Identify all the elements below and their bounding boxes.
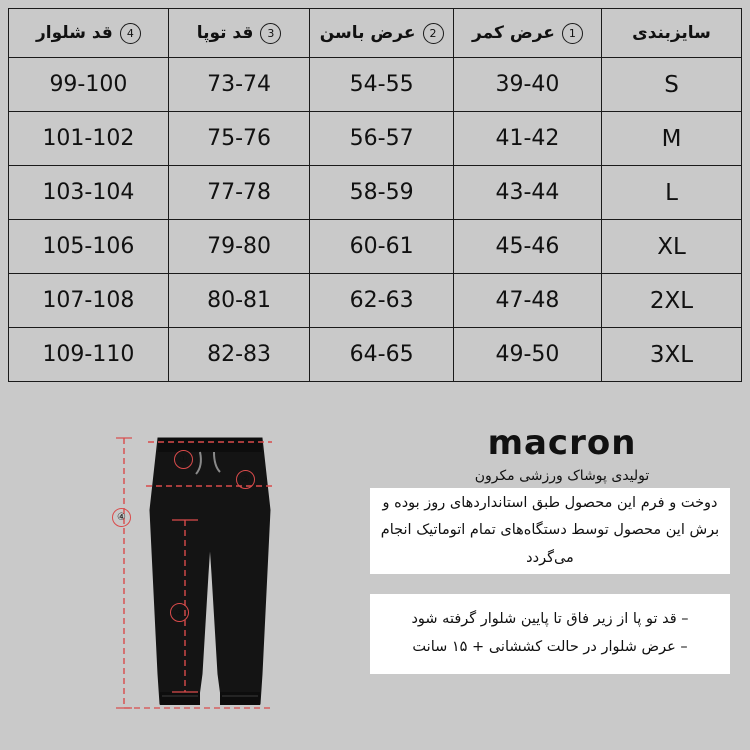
size-chart-table-wrapper bbox=[8, 8, 742, 382]
cell-hip: 62-63 bbox=[310, 274, 454, 328]
pants-diagram bbox=[100, 424, 320, 734]
cell-inseam: 73-74 bbox=[168, 58, 309, 112]
cell-waist: 39-40 bbox=[453, 58, 601, 112]
cell-length: 107-108 bbox=[9, 274, 169, 328]
cell-size: L bbox=[602, 166, 742, 220]
quality-note-panel bbox=[370, 488, 730, 574]
column-header-hip bbox=[310, 9, 454, 58]
cell-hip: 60-61 bbox=[310, 220, 454, 274]
brand-subtitle: تولیدی پوشاک ورزشی مکرون bbox=[474, 468, 650, 484]
cell-inseam: 77-78 bbox=[168, 166, 309, 220]
brand-logo-text: macron bbox=[487, 423, 637, 463]
column-header-size bbox=[602, 9, 742, 58]
column-header-hip-label: عرض باسن bbox=[319, 23, 416, 43]
brand-block bbox=[412, 423, 712, 484]
cell-inseam: 82-83 bbox=[168, 328, 309, 382]
circled-number-1-icon: 1 bbox=[562, 23, 583, 44]
cell-length: 109-110 bbox=[9, 328, 169, 382]
cell-hip: 58-59 bbox=[310, 166, 454, 220]
cell-hip: 64-65 bbox=[310, 328, 454, 382]
table-row bbox=[9, 112, 742, 166]
measurement-note-line-2: – عرض شلوار در حالت کششانی + ۱۵ سانت bbox=[412, 639, 688, 655]
cell-waist: 49-50 bbox=[453, 328, 601, 382]
cell-inseam: 79-80 bbox=[168, 220, 309, 274]
cell-inseam: 75-76 bbox=[168, 112, 309, 166]
table-row bbox=[9, 328, 742, 382]
diagram-mark-1: ① bbox=[174, 450, 193, 469]
cell-length: 99-100 bbox=[9, 58, 169, 112]
cell-size: S bbox=[602, 58, 742, 112]
table-row bbox=[9, 220, 742, 274]
circled-number-2-icon: 2 bbox=[423, 23, 444, 44]
circled-number-4-icon: 4 bbox=[120, 23, 141, 44]
size-chart-table bbox=[8, 8, 742, 382]
table-body bbox=[9, 58, 742, 382]
column-header-length-label: قد شلوار bbox=[36, 23, 113, 43]
column-header-size-label: سایزبندی bbox=[632, 23, 711, 43]
measurement-notes-panel bbox=[370, 594, 730, 674]
measurement-note-line-1: – قد تو پا از زیر فاق تا پایین شلوار گرفته شود bbox=[411, 611, 689, 628]
cell-size: XL bbox=[602, 220, 742, 274]
diagram-mark-2: ② bbox=[236, 470, 255, 489]
column-header-waist-label: عرض کمر bbox=[472, 23, 555, 43]
cell-inseam: 80-81 bbox=[168, 274, 309, 328]
quality-note-text: دوخت و فرم این محصول طبق استانداردهای روز بوده و برش این محصول توسط دستگاه‌های تمام اتوماتیک انجام می‌گردد bbox=[380, 494, 720, 566]
table-header-row bbox=[9, 9, 742, 58]
cell-size: M bbox=[602, 112, 742, 166]
table-header bbox=[9, 9, 742, 58]
column-header-length bbox=[9, 9, 169, 58]
circled-number-3-icon: 3 bbox=[260, 23, 281, 44]
cell-waist: 41-42 bbox=[453, 112, 601, 166]
cell-hip: 56-57 bbox=[310, 112, 454, 166]
cell-length: 101-102 bbox=[9, 112, 169, 166]
cell-waist: 47-48 bbox=[453, 274, 601, 328]
column-header-inseam bbox=[168, 9, 309, 58]
cell-waist: 45-46 bbox=[453, 220, 601, 274]
table-row bbox=[9, 58, 742, 112]
diagram-mark-4: ④ bbox=[112, 508, 131, 527]
lower-section bbox=[0, 424, 750, 750]
table-row bbox=[9, 166, 742, 220]
column-header-waist bbox=[453, 9, 601, 58]
column-header-inseam-label: قد توپا bbox=[196, 23, 254, 43]
cell-length: 103-104 bbox=[9, 166, 169, 220]
cell-size: 2XL bbox=[602, 274, 742, 328]
cell-waist: 43-44 bbox=[453, 166, 601, 220]
cell-size: 3XL bbox=[602, 328, 742, 382]
cell-hip: 54-55 bbox=[310, 58, 454, 112]
pants-illustration-icon bbox=[100, 424, 320, 734]
cell-length: 105-106 bbox=[9, 220, 169, 274]
table-row bbox=[9, 274, 742, 328]
diagram-mark-3: ③ bbox=[170, 603, 189, 622]
